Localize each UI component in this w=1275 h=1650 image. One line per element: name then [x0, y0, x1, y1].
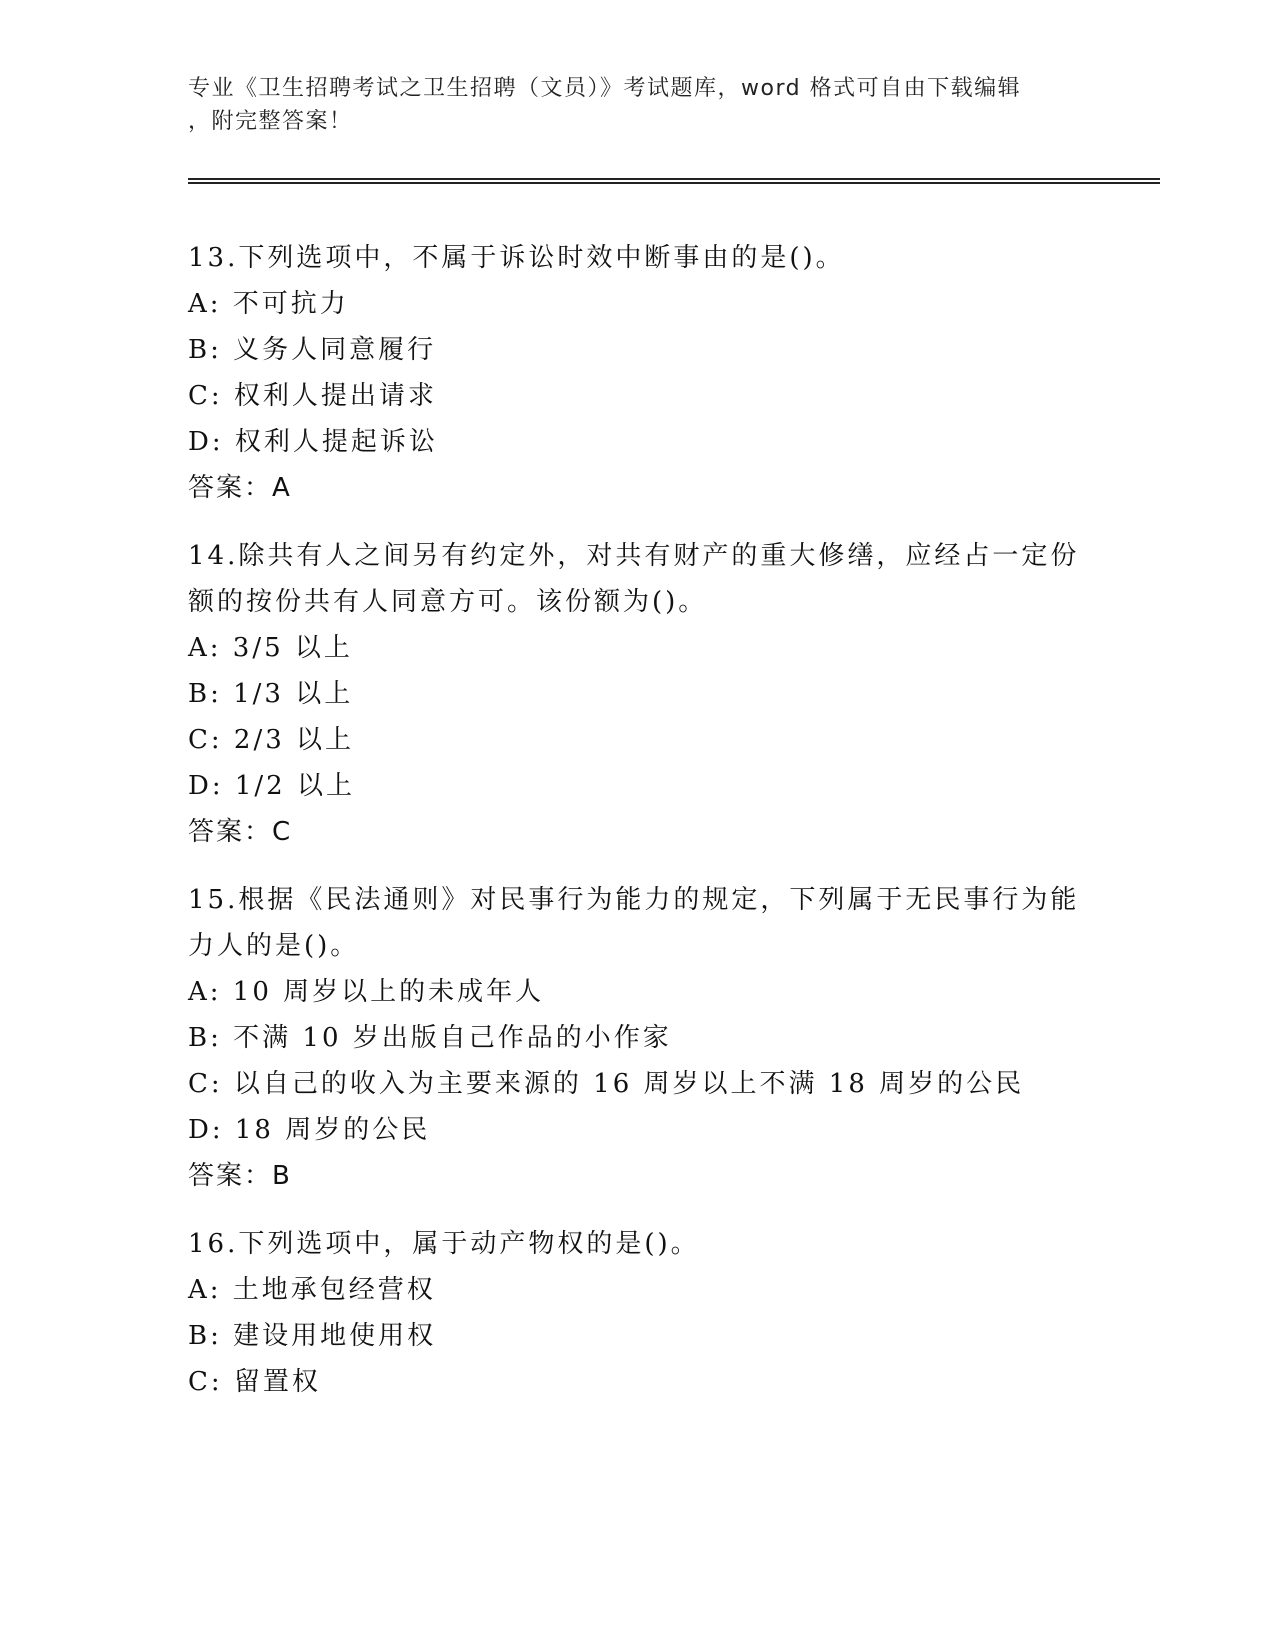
question-13: [188, 235, 1088, 511]
option-a: A: 不可抗力: [188, 289, 349, 319]
header-divider-bottom: [188, 182, 1160, 184]
question-stem-line: 额的按份共有人同意方可。该份额为()。: [188, 587, 708, 617]
option-b: B: 建设用地使用权: [188, 1321, 437, 1351]
option-b: B: 1/3 以上: [188, 679, 354, 709]
header-line-1: 专业《卫生招聘考试之卫生招聘（文员）》考试题库，word 格式可自由下载编辑: [188, 76, 1022, 101]
answer-label: 答案：C: [188, 817, 293, 847]
option-a: A: 3/5 以上: [188, 633, 353, 663]
question-14: [188, 533, 1088, 855]
header-line-2: ，附完整答案！: [188, 109, 353, 134]
option-d: D: 18 周岁的公民: [188, 1115, 431, 1145]
question-stem: [188, 235, 1088, 281]
question-16: [188, 1221, 1088, 1405]
answer-label: 答案：B: [188, 1161, 292, 1191]
question-list: [188, 235, 1088, 1427]
option-b: B: 义务人同意履行: [188, 335, 437, 365]
question-stem: [188, 877, 1088, 969]
question-15: [188, 877, 1088, 1199]
answer-label: 答案：A: [188, 473, 292, 503]
header-divider-top: [188, 178, 1160, 180]
option-c: C: 权利人提出请求: [188, 381, 437, 411]
option-d: D: 权利人提起诉讼: [188, 427, 438, 457]
question-stem: [188, 1221, 1088, 1267]
document-header: [188, 72, 1068, 138]
option-d: D: 1/2 以上: [188, 771, 355, 801]
question-stem-line: 15.根据《民法通则》对民事行为能力的规定，下列属于无民事行为能: [188, 885, 1080, 915]
question-stem-line: 14.除共有人之间另有约定外，对共有财产的重大修缮，应经占一定份: [188, 541, 1080, 571]
option-c: C: 2/3 以上: [188, 725, 355, 755]
question-stem-line: 13.下列选项中，不属于诉讼时效中断事由的是()。: [188, 243, 845, 273]
question-stem-line: 力人的是()。: [188, 931, 360, 961]
question-stem: [188, 533, 1088, 625]
option-c: C: 以自己的收入为主要来源的 16 周岁以上不满 18 周岁的公民: [188, 1069, 1025, 1099]
option-b: B: 不满 10 岁出版自己作品的小作家: [188, 1023, 672, 1053]
option-a: A: 10 周岁以上的未成年人: [188, 977, 545, 1007]
question-stem-line: 16.下列选项中，属于动产物权的是()。: [188, 1229, 700, 1259]
option-c: C: 留置权: [188, 1367, 321, 1397]
option-a: A: 土地承包经营权: [188, 1275, 436, 1305]
